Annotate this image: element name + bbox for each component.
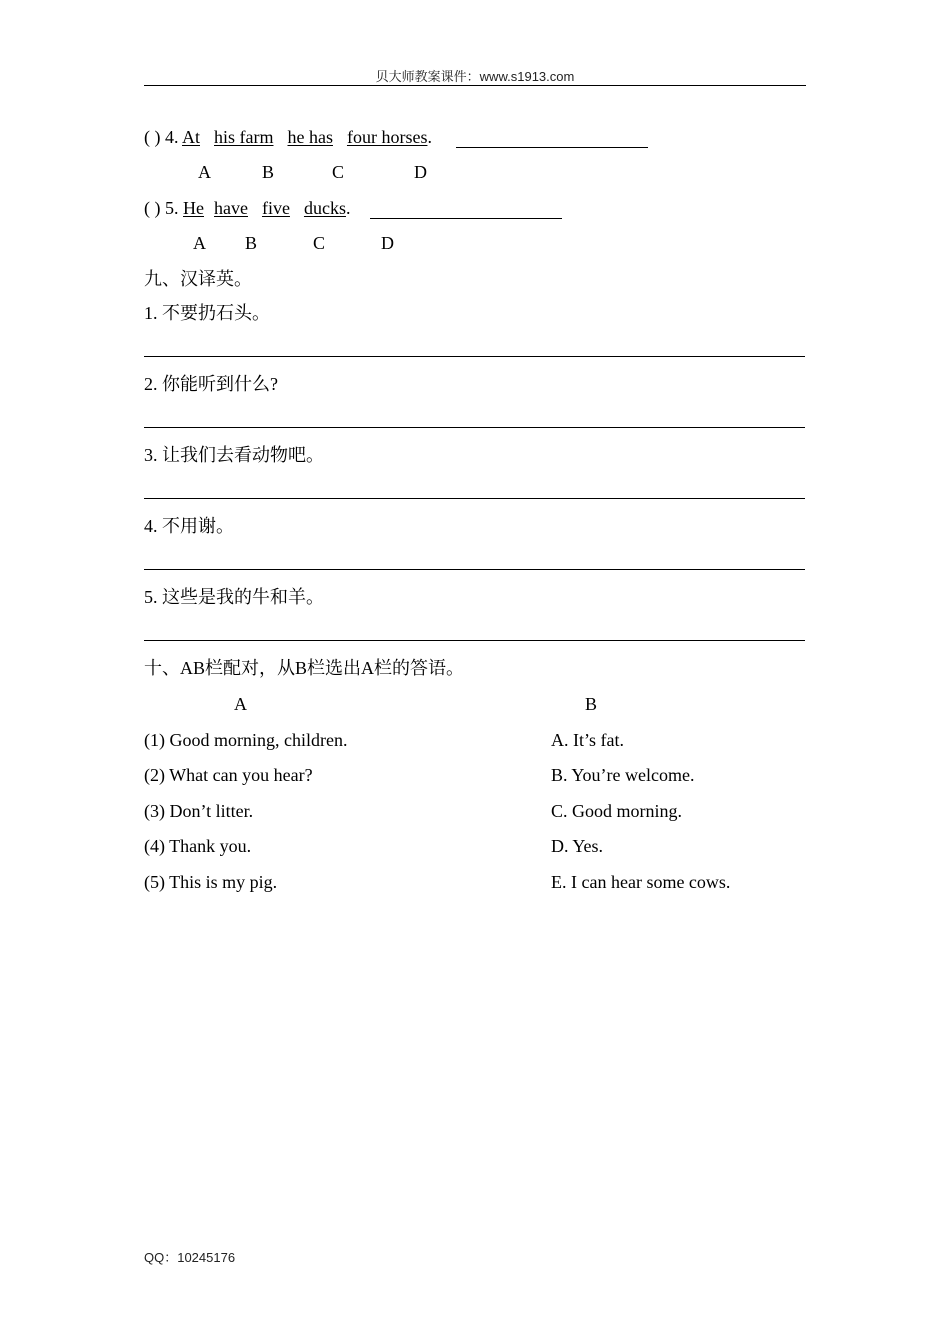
col-a-item-5: (5) This is my pig.	[144, 872, 278, 892]
item-5-letter-c: C	[313, 233, 326, 253]
translate-answer-line-1[interactable]	[144, 356, 805, 357]
item-5-letter-d: D	[381, 233, 394, 253]
item-5-suffix: .	[345, 198, 351, 218]
translate-question-3: 3. 让我们去看动物吧。	[144, 445, 324, 465]
item-4-letter-b: B	[262, 162, 275, 182]
col-b-item-b: B. You’re welcome.	[551, 765, 695, 785]
item-5-part-c: five	[261, 198, 290, 218]
translate-question-1: 1. 不要扔石头。	[144, 303, 270, 323]
item-5-letter-a: A	[193, 233, 206, 253]
item-4-letter-c: C	[332, 162, 345, 182]
col-a-item-3: (3) Don’t litter.	[144, 801, 254, 821]
section-9-title: 九、汉译英。	[144, 269, 252, 289]
col-b-item-a: A. It’s fat.	[551, 730, 624, 750]
item-5-part-b: have	[214, 198, 248, 218]
item-4-part-c: he has	[287, 127, 333, 147]
item-4-prefix: ( ) 4.	[144, 127, 182, 147]
item-5-prefix: ( ) 5.	[144, 198, 183, 218]
translate-answer-line-5[interactable]	[144, 640, 805, 641]
item-4-suffix: .	[427, 127, 432, 147]
col-a-item-2: (2) What can you hear?	[144, 765, 313, 785]
item-5-part-a: He	[183, 198, 204, 218]
error-item-4	[144, 126, 648, 148]
item-4-answer-blank[interactable]	[456, 129, 648, 148]
header-divider	[144, 85, 806, 86]
col-a-item-1: (1) Good morning, children.	[144, 730, 348, 750]
page-footer: QQ：10245176	[144, 1250, 236, 1265]
item-5-answer-blank[interactable]	[370, 200, 562, 219]
translate-question-5: 5. 这些是我的牛和羊。	[144, 587, 324, 607]
translate-answer-line-3[interactable]	[144, 498, 805, 499]
item-4-letter-a: A	[198, 162, 211, 182]
column-b-header: B	[585, 694, 598, 714]
page-header: 贝大师教案课件：www.s1913.com	[375, 69, 575, 84]
col-b-item-c: C. Good morning.	[551, 801, 683, 821]
col-b-item-d: D. Yes.	[551, 836, 604, 856]
translate-question-2: 2. 你能听到什么?	[144, 374, 278, 394]
column-a-header: A	[234, 694, 247, 714]
item-4-part-b: his farm	[214, 127, 274, 147]
item-5-part-d: ducks	[303, 198, 346, 218]
item-4-part-d: four horses	[346, 127, 428, 147]
translate-answer-line-2[interactable]	[144, 427, 805, 428]
section-10-title: 十、AB栏配对，从B栏选出A栏的答语。	[144, 658, 465, 678]
error-item-5	[144, 197, 562, 219]
item-4-letter-d: D	[414, 162, 427, 182]
translate-question-4: 4. 不用谢。	[144, 516, 234, 536]
translate-answer-line-4[interactable]	[144, 569, 805, 570]
col-b-item-e: E. I can hear some cows.	[551, 872, 731, 892]
item-5-letter-b: B	[245, 233, 258, 253]
col-a-item-4: (4) Thank you.	[144, 836, 252, 856]
item-4-part-a: At	[182, 127, 200, 147]
